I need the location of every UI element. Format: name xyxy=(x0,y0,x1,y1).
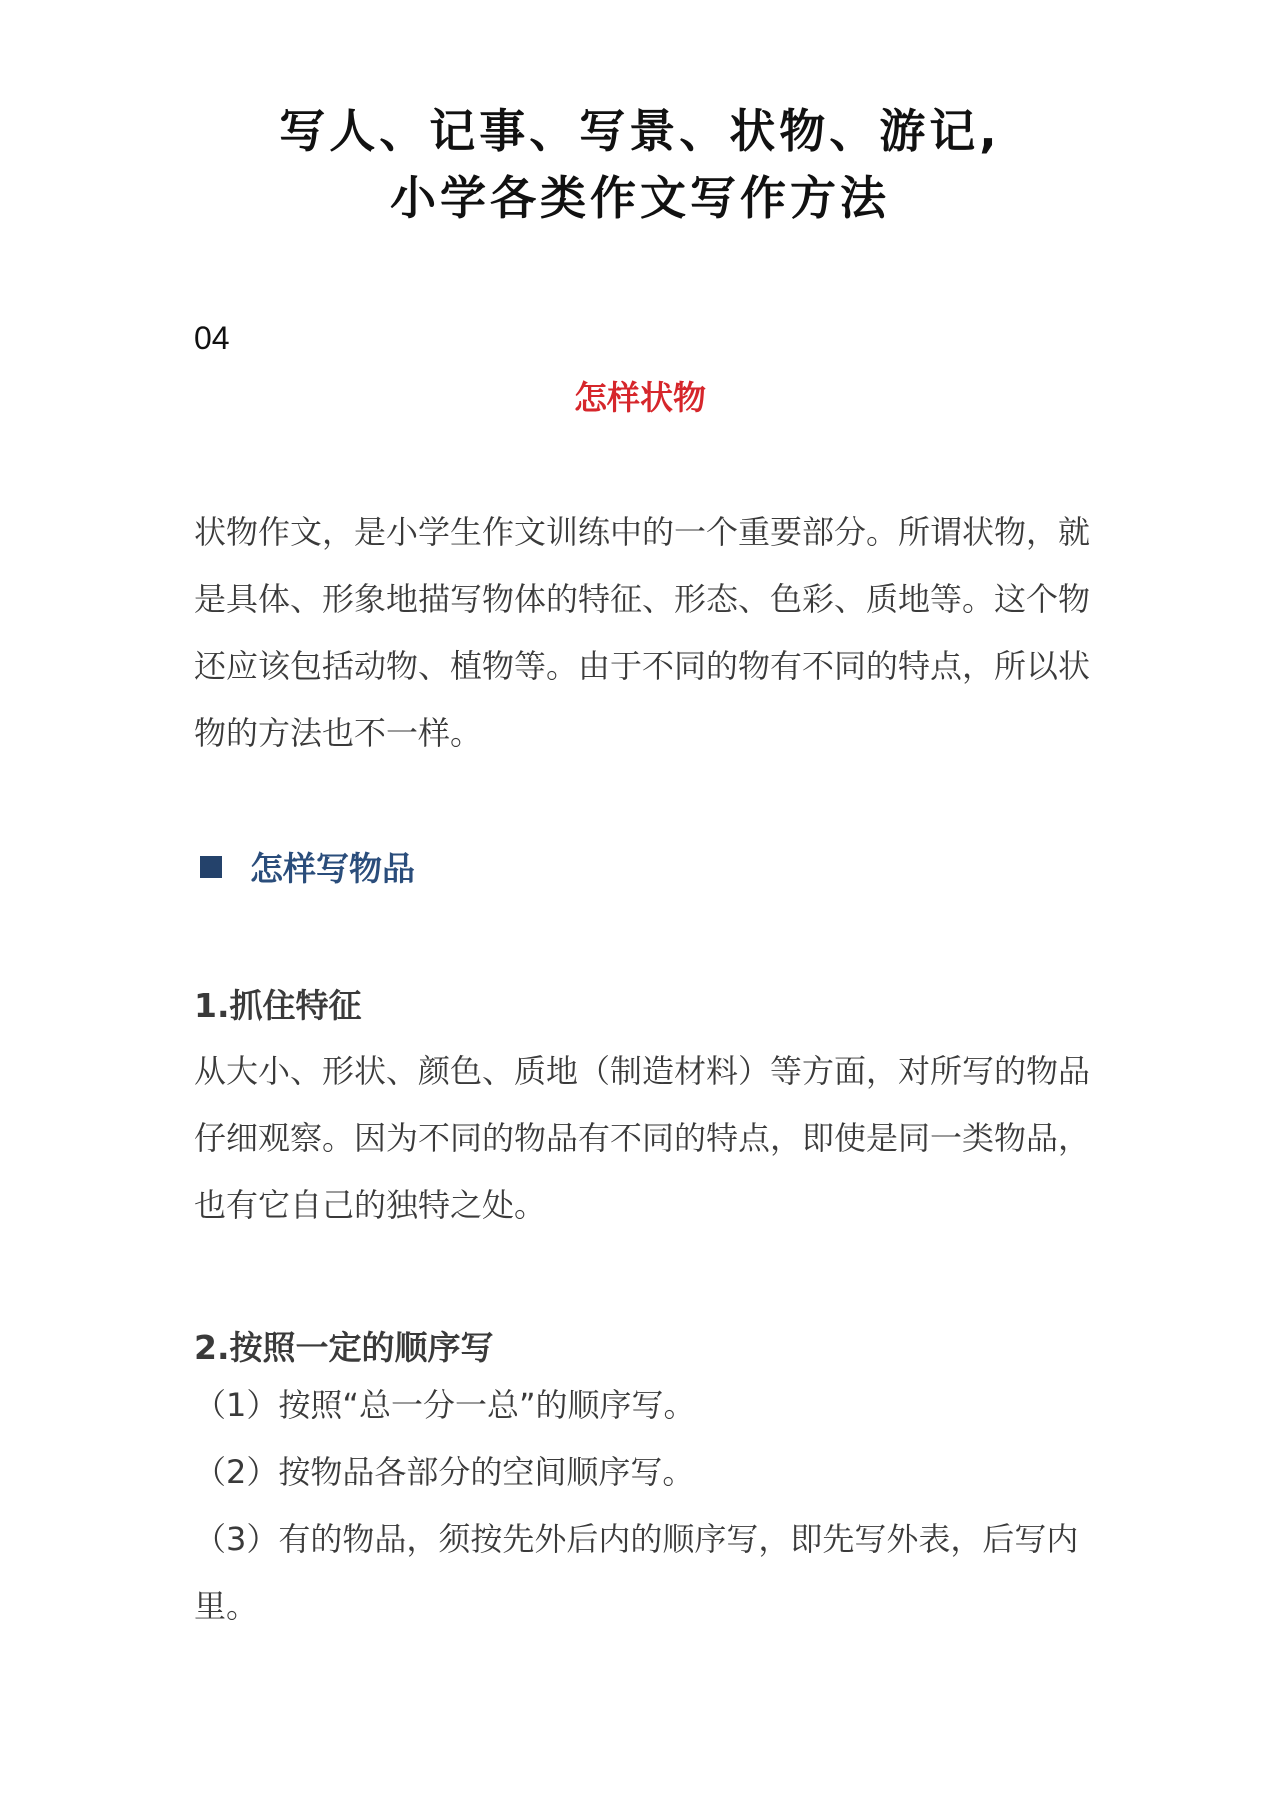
square-bullet-icon xyxy=(200,856,222,878)
list-item: （2）按物品各部分的空间顺序写。 xyxy=(194,1453,695,1491)
page-title-line-2: 小学各类作文写作方法 xyxy=(390,171,890,225)
section-heading: 怎样状物 xyxy=(574,378,706,417)
point-2-title: 2.按照一定的顺序写 xyxy=(194,1328,494,1367)
page-title-line-1: 写人、记事、写景、状物、游记, xyxy=(279,104,1001,158)
section-number: 04 xyxy=(194,320,230,356)
point-1-body: 从大小、形状、颜色、质地（制造材料）等方面，对所写的物品仔细观察。因为不同的物品有不同的特点，即使是同一类物品，也有它自己的独特之处。 xyxy=(194,1052,1091,1224)
intro-paragraph: 状物作文，是小学生作文训练中的一个重要部分。所谓状物，就是具体、形象地描写物体的特征、形态、色彩、质地等。这个物还应该包括动物、植物等。由于不同的物有不同的特点，所以状物的方法也不一样。 xyxy=(194,513,1091,752)
point-2-list xyxy=(194,1372,1094,1640)
list-item: （1）按照“总一分一总”的顺序写。 xyxy=(194,1386,696,1424)
subsection-header xyxy=(200,843,415,890)
subsection-heading: 怎样写物品 xyxy=(250,849,415,888)
list-item: （3）有的物品，须按先外后内的顺序写，即先写外表，后写内里。 xyxy=(194,1520,1079,1625)
point-1-title: 1.抓住特征 xyxy=(194,986,362,1025)
